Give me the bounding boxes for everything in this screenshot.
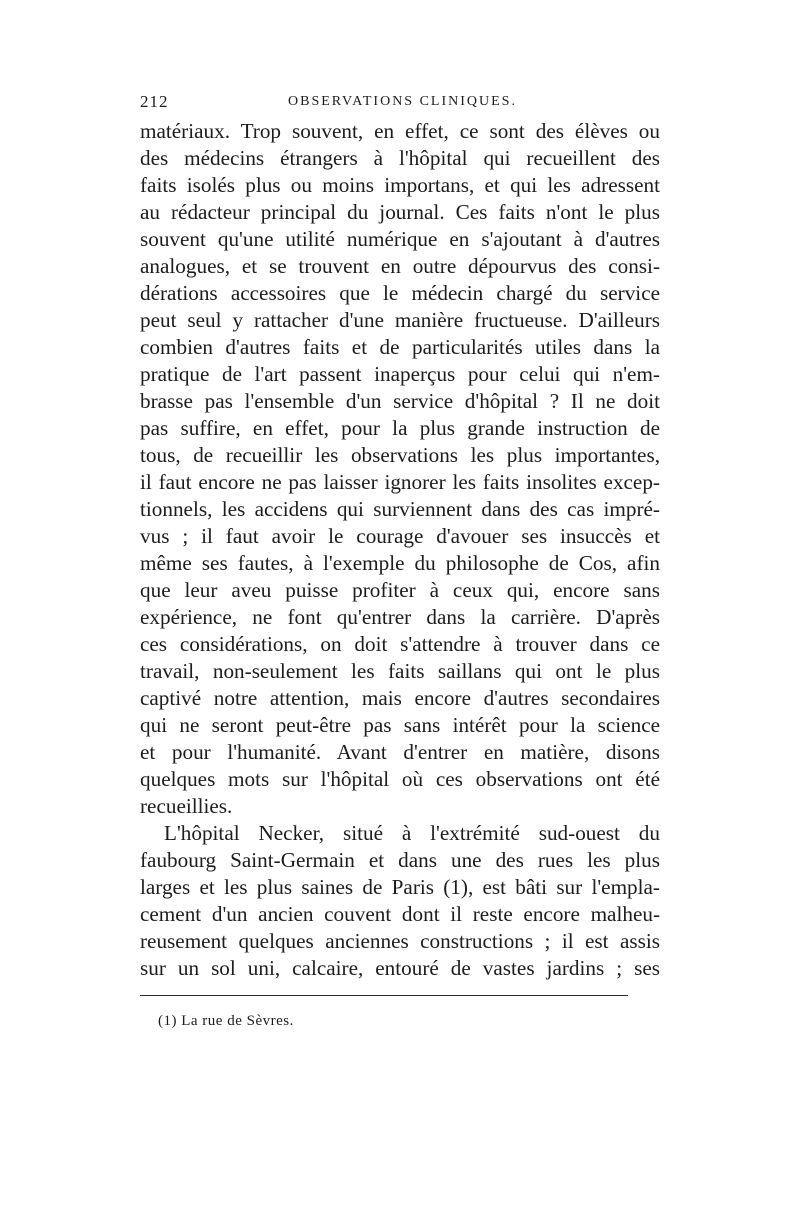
- running-title: OBSERVATIONS CLINIQUES.: [288, 94, 517, 109]
- text-line: matériaux. Trop souvent, en effet, ce sont des élèves ou: [140, 119, 660, 143]
- text-line: vus ; il faut avoir le courage d'avouer ses insuccès et: [140, 524, 660, 548]
- text-line: des médecins étrangers à l'hôpital qui recueillent des: [140, 146, 660, 170]
- text-line: reusement quelques anciennes constructions ; il est assis: [140, 929, 660, 953]
- text-line: tionnels, les accidens qui surviennent dans des cas impré-: [140, 497, 660, 521]
- text-line: qui ne seront peut-être pas sans intérêt pour la science: [140, 713, 660, 737]
- text-line: captivé notre attention, mais encore d'autres secondaires: [140, 686, 660, 710]
- text-line: expérience, ne font qu'entrer dans la carrière. D'après: [140, 605, 660, 629]
- text-line: pas suffire, en effet, pour la plus grande instruction de: [140, 416, 660, 440]
- running-head: [140, 92, 660, 116]
- text-line: dérations accessoires que le médecin chargé du service: [140, 281, 660, 305]
- text-line: peut seul y rattacher d'une manière fructueuse. D'ailleurs: [140, 308, 660, 332]
- text-line: tous, de recueillir les observations les plus importantes,: [140, 443, 660, 467]
- text-line: travail, non-seulement les faits saillans qui ont le plus: [140, 659, 660, 683]
- text-line: pratique de l'art passent inaperçus pour celui qui n'em-: [140, 362, 660, 386]
- page-number: 212: [140, 92, 169, 111]
- text-line: larges et les plus saines de Paris (1), est bâti sur l'empla-: [140, 875, 660, 899]
- text-line: même ses fautes, à l'exemple du philosophe de Cos, afin: [140, 551, 660, 575]
- text-line: souvent qu'une utilité numérique en s'ajoutant à d'autres: [140, 227, 660, 251]
- text-line: faits isolés plus ou moins importans, et qui les adressent: [140, 173, 660, 197]
- text-line: L'hôpital Necker, situé à l'extrémité sud-ouest du: [164, 821, 660, 845]
- text-line: au rédacteur principal du journal. Ces faits n'ont le plus: [140, 200, 660, 224]
- text-line: analogues, et se trouvent en outre dépourvus des consi-: [140, 254, 660, 278]
- footnote-divider: [140, 995, 628, 996]
- text-line: recueillies.: [140, 794, 233, 818]
- text-line: que leur aveu puisse profiter à ceux qui, encore sans: [140, 578, 660, 602]
- text-line: cement d'un ancien couvent dont il reste encore malheu-: [140, 902, 660, 926]
- text-line: faubourg Saint-Germain et dans une des rues les plus: [140, 848, 660, 872]
- text-line: il faut encore ne pas laisser ignorer les faits insolites excep-: [140, 470, 660, 494]
- text-line: brasse pas l'ensemble d'un service d'hôpital ? Il ne doit: [140, 389, 660, 413]
- text-line: ces considérations, on doit s'attendre à trouver dans ce: [140, 632, 660, 656]
- text-line: sur un sol uni, calcaire, entouré de vastes jardins ; ses: [140, 956, 660, 980]
- footnote: (1) La rue de Sèvres.: [158, 1013, 294, 1029]
- text-line: combien d'autres faits et de particularités utiles dans la: [140, 335, 660, 359]
- text-line: et pour l'humanité. Avant d'entrer en matière, disons: [140, 740, 660, 764]
- body-text: [140, 118, 660, 982]
- text-line: quelques mots sur l'hôpital où ces observations ont été: [140, 767, 660, 791]
